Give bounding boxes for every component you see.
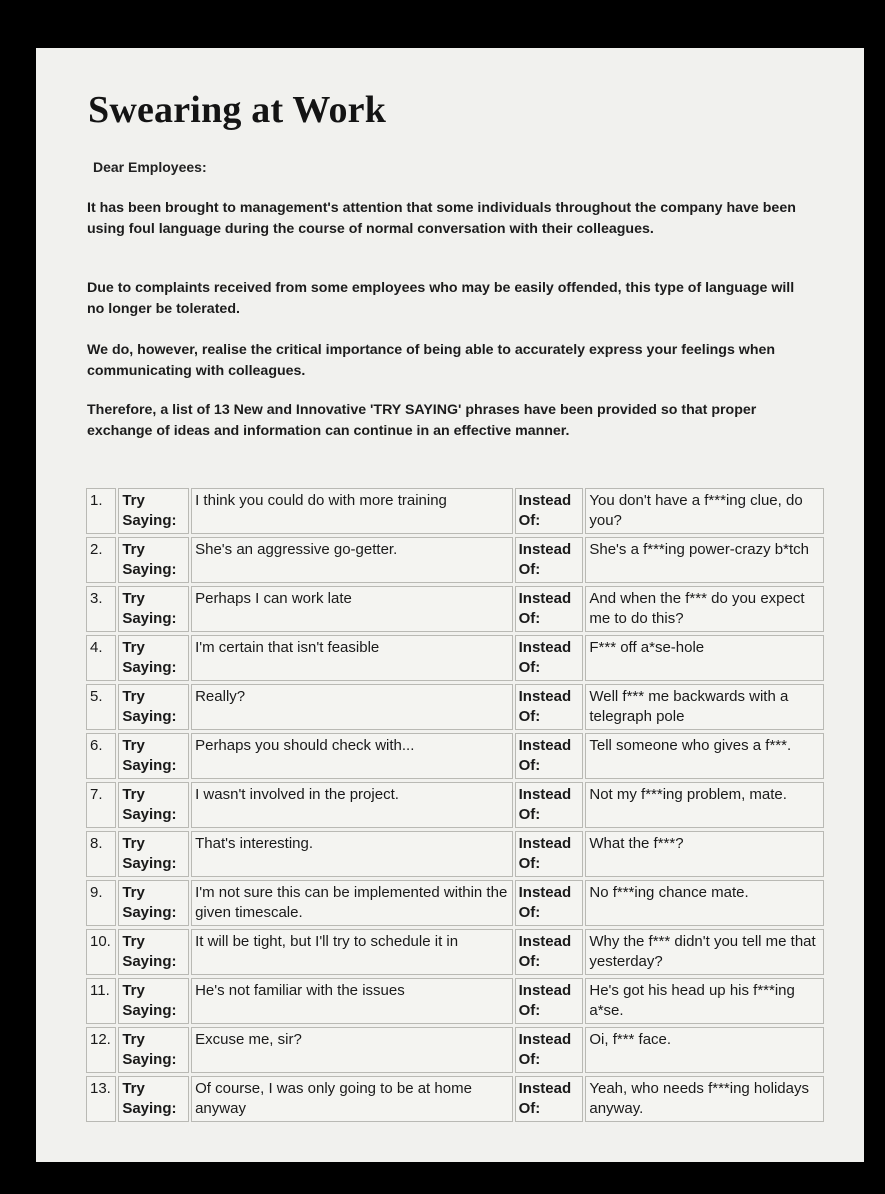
try-saying-phrase: It will be tight, but I'll try to schedule it in (191, 929, 513, 975)
row-number: 5. (86, 684, 116, 730)
instead-of-label: Instead Of: (515, 537, 584, 583)
instead-of-phrase: She's a f***ing power-crazy b*tch (585, 537, 824, 583)
try-saying-phrase: I'm certain that isn't feasible (191, 635, 513, 681)
instead-of-phrase: Why the f*** didn't you tell me that yesterday? (585, 929, 824, 975)
instead-of-phrase: You don't have a f***ing clue, do you? (585, 488, 824, 534)
try-saying-label: Try Saying: (118, 586, 189, 632)
instead-of-phrase: No f***ing chance mate. (585, 880, 824, 926)
row-number: 12. (86, 1027, 116, 1073)
table-row (86, 782, 824, 828)
paragraph-3: We do, however, realise the critical importance of being able to accurately express your feelings when communicating with colleagues. (87, 342, 776, 379)
instead-of-label: Instead Of: (515, 880, 584, 926)
memo-sheet (36, 48, 864, 1162)
memo-title: Swearing at Work (88, 89, 387, 131)
instead-of-phrase: And when the f*** do you expect me to do this? (585, 586, 824, 632)
instead-of-phrase: Not my f***ing problem, mate. (585, 782, 824, 828)
try-saying-label: Try Saying: (118, 831, 189, 877)
try-saying-label: Try Saying: (118, 880, 189, 926)
try-saying-phrase: That's interesting. (191, 831, 513, 877)
row-number: 9. (86, 880, 116, 926)
instead-of-label: Instead Of: (515, 1027, 584, 1073)
row-number: 3. (86, 586, 116, 632)
try-saying-label: Try Saying: (118, 978, 189, 1024)
instead-of-phrase: Yeah, who needs f***ing holidays anyway. (585, 1076, 824, 1122)
paragraph-4: Therefore, a list of 13 New and Innovative 'TRY SAYING' phrases have been provided so that proper exchange of ideas and information can continue in an effective manner. (87, 402, 757, 439)
table-row (86, 1027, 824, 1073)
try-saying-label: Try Saying: (118, 782, 189, 828)
greeting: Dear Employees: (93, 159, 207, 175)
instead-of-label: Instead Of: (515, 586, 584, 632)
instead-of-label: Instead Of: (515, 1076, 584, 1122)
instead-of-phrase: He's got his head up his f***ing a*se. (585, 978, 824, 1024)
try-saying-label: Try Saying: (118, 1076, 189, 1122)
table-row (86, 635, 824, 681)
table-row (86, 488, 824, 534)
try-saying-phrase: I think you could do with more training (191, 488, 513, 534)
try-saying-label: Try Saying: (118, 537, 189, 583)
table-row (86, 880, 824, 926)
phrases-table-body (86, 488, 824, 1122)
row-number: 4. (86, 635, 116, 681)
table-row (86, 1076, 824, 1122)
row-number: 2. (86, 537, 116, 583)
table-row (86, 733, 824, 779)
table-row (86, 586, 824, 632)
try-saying-label: Try Saying: (118, 635, 189, 681)
table-row (86, 978, 824, 1024)
instead-of-phrase: Tell someone who gives a f***. (585, 733, 824, 779)
row-number: 8. (86, 831, 116, 877)
table-row (86, 929, 824, 975)
instead-of-label: Instead Of: (515, 831, 584, 877)
paragraph-1: It has been brought to management's attention that some individuals throughout the company have been using foul language during the course of normal conversation with their colleagues. (87, 200, 796, 237)
instead-of-label: Instead Of: (515, 635, 584, 681)
phrases-table (84, 485, 826, 1125)
try-saying-phrase: He's not familiar with the issues (191, 978, 513, 1024)
row-number: 1. (86, 488, 116, 534)
try-saying-phrase: I wasn't involved in the project. (191, 782, 513, 828)
try-saying-phrase: Perhaps I can work late (191, 586, 513, 632)
instead-of-phrase: What the f***? (585, 831, 824, 877)
row-number: 7. (86, 782, 116, 828)
row-number: 6. (86, 733, 116, 779)
instead-of-label: Instead Of: (515, 978, 584, 1024)
instead-of-label: Instead Of: (515, 733, 584, 779)
instead-of-phrase: F*** off a*se-hole (585, 635, 824, 681)
instead-of-label: Instead Of: (515, 782, 584, 828)
paragraph-2: Due to complaints received from some employees who may be easily offended, this type of language will no longer be tolerated. (87, 280, 795, 317)
table-row (86, 684, 824, 730)
try-saying-phrase: Really? (191, 684, 513, 730)
try-saying-label: Try Saying: (118, 929, 189, 975)
row-number: 11. (86, 978, 116, 1024)
try-saying-label: Try Saying: (118, 1027, 189, 1073)
instead-of-phrase: Oi, f*** face. (585, 1027, 824, 1073)
try-saying-phrase: Of course, I was only going to be at home anyway (191, 1076, 513, 1122)
try-saying-phrase: Excuse me, sir? (191, 1027, 513, 1073)
row-number: 10. (86, 929, 116, 975)
table-row (86, 537, 824, 583)
instead-of-label: Instead Of: (515, 929, 584, 975)
try-saying-phrase: I'm not sure this can be implemented within the given timescale. (191, 880, 513, 926)
try-saying-label: Try Saying: (118, 733, 189, 779)
instead-of-label: Instead Of: (515, 684, 584, 730)
try-saying-phrase: She's an aggressive go-getter. (191, 537, 513, 583)
try-saying-phrase: Perhaps you should check with... (191, 733, 513, 779)
try-saying-label: Try Saying: (118, 684, 189, 730)
instead-of-phrase: Well f*** me backwards with a telegraph pole (585, 684, 824, 730)
table-row (86, 831, 824, 877)
try-saying-label: Try Saying: (118, 488, 189, 534)
row-number: 13. (86, 1076, 116, 1122)
instead-of-label: Instead Of: (515, 488, 584, 534)
